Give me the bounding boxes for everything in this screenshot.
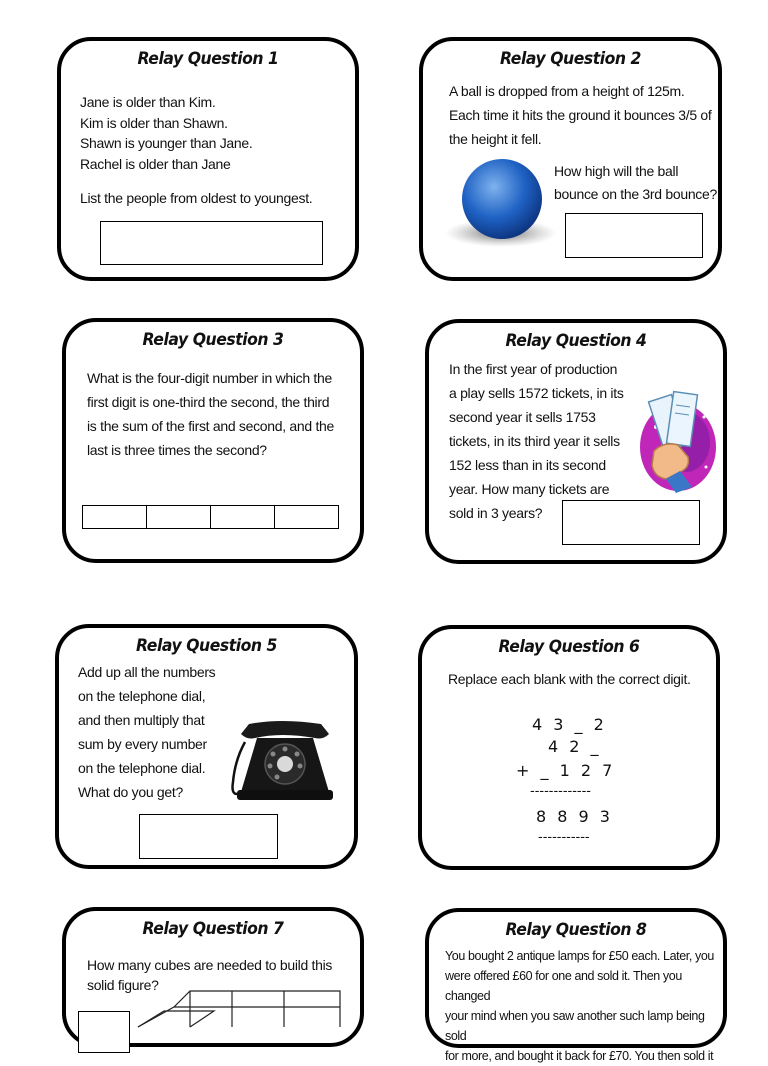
text-line: bounce on the 3rd bounce? [554,186,717,202]
answer-box[interactable] [562,500,700,545]
telephone-icon [221,720,345,808]
digit-box[interactable] [274,505,339,529]
text-line: second year it sells 1753 [449,409,596,425]
relay-card-8 [425,908,727,1063]
answer-box[interactable] [139,814,278,859]
text-line: on the telephone dial, [78,688,206,704]
text-line: You bought 2 antique lamps for £50 each. Later, you [445,949,714,963]
text-line: the height it fell. [449,131,542,147]
card-title: Relay Question 3 [142,330,284,350]
card-title: Relay Question 4 [505,331,647,351]
text-line: 152 less than in its second [449,457,606,473]
text-line: were offered £60 for one and sold it. Then you changed [445,969,682,1003]
card-title: Relay Question 5 [136,636,277,656]
text-line: your mind when you saw another such lamp being sold [445,1009,705,1043]
card-title: Relay Question 2 [500,49,641,69]
text-line: Each time it hits the ground it bounces 3/5 of [449,107,712,123]
relay-card-7 [62,907,364,1047]
card-prompt: List the people from oldest to youngest. [80,190,313,206]
math-row: + _ 1 2 7 [516,761,616,780]
card-question [554,160,717,206]
text-line: Shawn is younger than Jane. [80,135,253,151]
card-title: Relay Question 6 [498,637,640,657]
text-line: sold in 3 years? [449,505,543,521]
answer-box[interactable] [565,213,703,258]
tickets-in-hand-icon [636,387,720,497]
math-row: 8 8 9 3 [536,807,613,826]
text-line: year. How many tickets are [449,481,610,497]
text-line: What do you get? [78,784,183,800]
card-title: Relay Question 7 [142,919,284,939]
digit-box[interactable] [210,505,275,529]
text-line: Add up all the numbers [78,664,216,680]
relay-card-4 [425,319,727,564]
text-line: In the first year of production [449,361,618,377]
digit-box[interactable] [146,505,211,529]
answer-box[interactable] [78,1011,130,1053]
card-title: Relay Question 1 [137,49,279,69]
card-text [445,946,723,1066]
digit-boxes [83,505,339,529]
relay-card-1 [57,37,359,281]
text-line: for more, and bought it back for £70. You then sold it [445,1049,714,1063]
relay-card-3 [62,318,364,563]
text-line: and then multiply that [78,712,205,728]
text-line: on the telephone dial. [78,760,206,776]
math-row: 4 3 _ 2 [532,715,607,734]
text-line: Jane is older than Kim. [80,94,216,110]
card-text [87,366,334,462]
text-line: last is three times the second? [87,442,267,458]
card-text [80,92,252,174]
text-line: Rachel is older than Jane [80,155,231,172]
text-line: sum by every number [78,736,207,752]
card-text [78,660,215,804]
math-row: 4 2 _ [548,737,602,756]
text-line: first digit is one-third the second, the third [87,394,330,410]
text-line: a play sells 1572 tickets, in its [449,385,624,401]
blue-ball-image [441,155,559,251]
text-line: What is the four-digit number in which the [87,370,332,386]
relay-card-2 [419,37,722,281]
card-prompt: Replace each blank with the correct digit. [448,671,691,687]
answer-box[interactable] [100,221,323,265]
text-line: A ball is dropped from a height of 125m. [449,83,685,99]
text-line: is the sum of the first and second, and the [87,418,335,434]
math-row: ----------- [538,830,590,845]
digit-box[interactable] [82,505,147,529]
relay-card-5 [55,624,358,869]
card-title: Relay Question 8 [505,920,647,940]
math-row: ------------- [530,784,591,799]
text-line: How high will the ball [554,163,679,179]
text-line: Kim is older than Shawn. [80,114,228,131]
text-line: solid figure? [87,977,159,993]
card-text [449,79,711,151]
text-line: How many cubes are needed to build this [87,957,333,973]
relay-card-6 [418,625,720,870]
text-line: tickets, in its third year it sells [449,433,620,449]
